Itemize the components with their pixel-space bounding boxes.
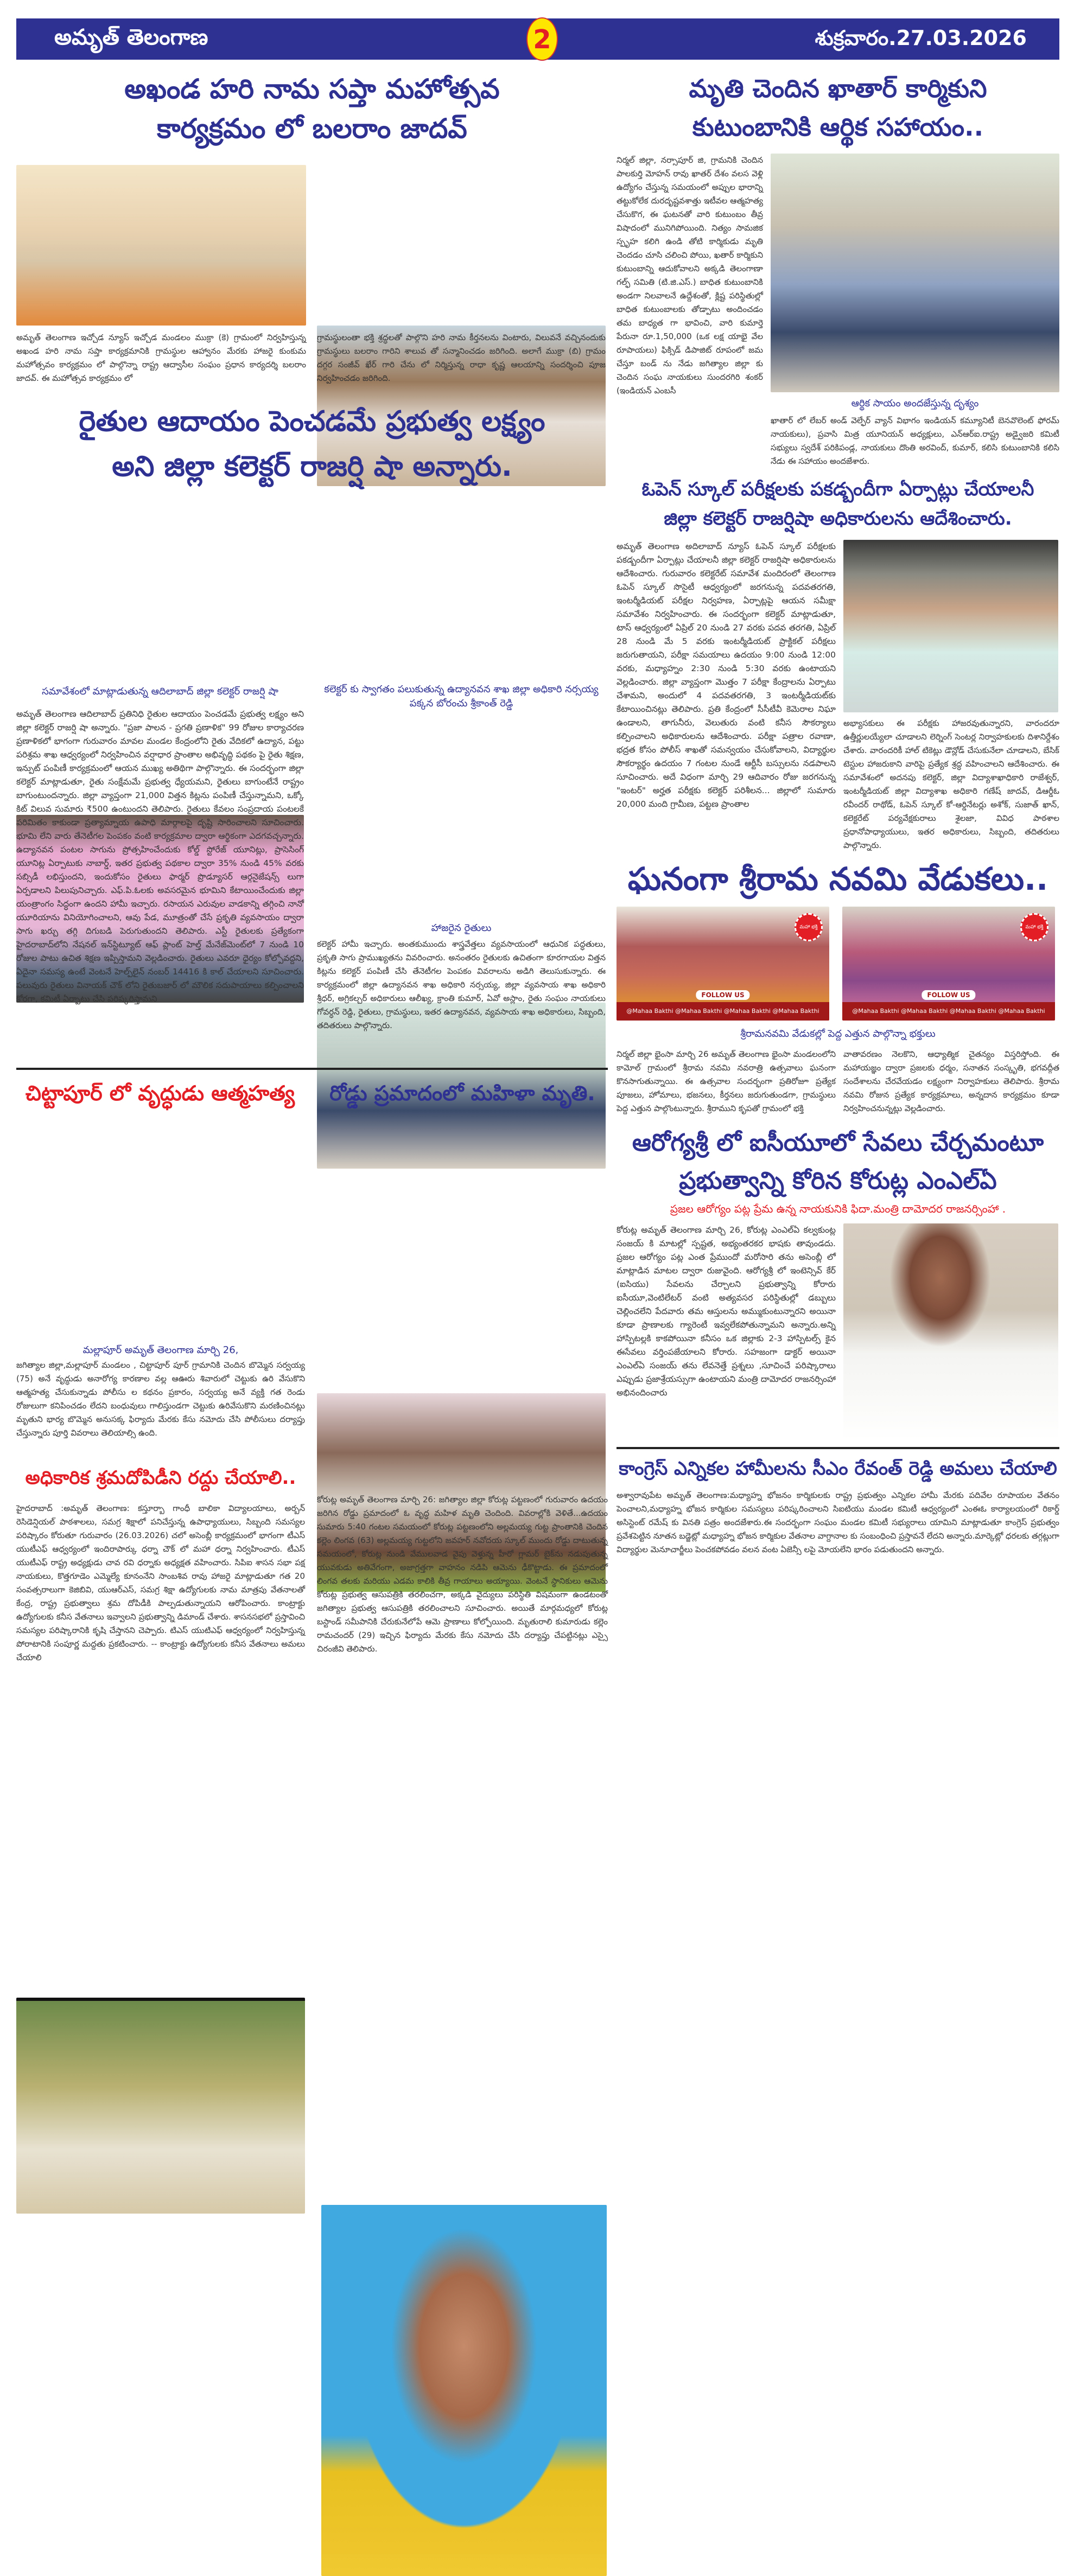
story10-text: అశ్వారావుపేట అమృత్ తెలంగాణ:మధ్యాహ్న భోజనం కార్మికులకు రాష్ట్ర ప్రభుత్వం ఎన్నికల హామీ మేరకు పదివేల రూపాయల వేతనం పెంచాలని,మధ్యాహ్న భోజన కార్మికుల సమస్యలు పరిష్కరించాలని సిఐటియు మండల కమిటీ ఆధ్వర్యంలో ఎంఈఓ కార్యాలయంలో రికార్డ్ అసిస్టెంట్ రమేష్ కు వినతి పత్రం అందజేశారు.ఈ సందర్భంగా సంఘం మండల కమిటీ సభ్యురాలు యామిని మాట్లాడుతూ కాంగ్రెస్ ప్రభుత్వం ప్రవేశపెట్టిన నూతన బడ్జెట్లో మధ్యాహ్న భోజన కార్మికుల వేతనాల వాగ్దానాల కు సంబంధించి ప్రస్తావనే లేదని అన్నారు.మార్కెట్లో ధరలకు తగ్గట్లుగా విద్యార్థుల మెనూచార్జీలు పెంచకపోవడం వలన వంట ఏజెన్సీ లపై మోయలేని భారం పడుతుందని అన్నారు. (617, 1490, 1059, 1554)
story1-text-col2: గ్రామస్థులంతా భక్తి శ్రద్ధలతో పాల్గొని హరి నామ కీర్తనలను వింటారు, విలువనే వచ్చినందుకు గ్రామస్థులు బలరాం గారిని శాలువ తో సన్మానించడం జరిగింది. అలాగే ముక్రా (బి) గ్రామం దగ్గర సంజీవ్ ఖేర్ గారి చేను లో నిర్మిస్తున్న రాధా కృష్ణ ఆలయాన్ని సందర్శించి పూజ నిర్వహించడం జరిగింది. (317, 333, 606, 383)
story6-text-below: ఖాతార్ లో లేబర్ అండ్ వెల్ఫేర్ వ్యాన్ విభాగం ఇండియన్ కమ్యూనిటీ బెనవొలెంట్ ఫోరమ్ నాయకులు), ప్రవాసి మిత్ర యూనియన్ అధ్యక్షులు, ఎన్ఆర్ఐ.రాష్ట్ర అడ్వైజరి కమిటీ సభ్యులు స్వదేశ్ పరికిపండ్ల, నాయకులు దొంతి అరవింద్, కుమార్, కలిసి కుటుంబానికి కలిసి నేడు ఈ సహాయం అందజేశారు. (771, 415, 1059, 466)
story7-headline (617, 475, 1059, 534)
story6-photo (771, 154, 1059, 392)
newspaper-title: అమృత్ తెలంగాణ (54, 25, 208, 50)
story8-video-thumbnail-1[interactable] (617, 907, 829, 1021)
story7-row (617, 540, 1059, 852)
story6-photo-block (771, 154, 1059, 468)
headline-line: అని జిల్లా కలెక్టర్ రాజర్షి షా అన్నారు. (112, 450, 512, 483)
story10-headline: కాంగ్రెస్ ఎన్నికల హామీలను సీఎం రేవంత్ రెడ్డి అమలు చేయాలి (619, 1457, 1057, 1480)
story3-text: జగిత్యాల జిల్లా,మల్లాపూర్ మండలం , చిట్టాపూర్ పూర్ గ్రామానికి చెందిన బొమ్మెన సర్వయ్య (75) అనే వృద్ధుడు అనారోగ్య కారణాల వల్ల ఆఊరు శివారులో చెట్టుకు ఉరి వేసుకొని ఆత్మహత్య చేసుకున్నాడు పోలీసు ల కథనం ప్రకారం, సర్వయ్య అనే వ్యక్తి గత రెండు రోజులుగా కనిపించడం లేదని బంధువులు గాలిస్తుండగా చెట్టుకు ఉరివేసుకొని మరణించినట్లు మృతుని భార్య బొమ్మెన అనుసక్క ఫిర్యాదు మేరకు కేసు నమోదు చేసి పోలీసులు దర్యాప్తు చేస్తున్నారు పూర్తి వివరాలు తెలియాల్సి ఉంది. (16, 1360, 305, 1438)
story8-video-row (617, 907, 1059, 1021)
story8-text-col1: నిర్మల్ జిల్లా భైంసా మార్చి 26 అమృత్ తెలంగాణ భైంసా మండలంలోని కామోల్ గ్రామంలో శ్రీరామ నవమి నవరాత్రి ఉత్సవాలు ఘనంగా కొనసాగుతున్నాయి. ఈ ఉత్సవాల సందర్భంగా ప్రతిరోజూ ప్రత్యేక పూజలు, హోమాలు, భజనలు, కీర్తనలు జరుగుతుండగా, గ్రామస్థులు పెద్ద ఎత్తున పాల్గొంటున్నారు. శ్రీరాముని కృపతో గ్రామంలో భక్తి (617, 1049, 836, 1113)
headline-line: కార్యక్రమం లో బలరాం జాదవ్ (157, 112, 467, 144)
story4-text: హైదరాబాద్ :అమృత్ తెలంగాణ: కస్తూర్బా గాంధీ బాలికా విద్యాలయాలు, అర్బన్ రెసిడెన్షియల్ పాఠశాలలు, సమగ్ర శిక్షాలో పనిచేస్తున్న ఉపాధ్యాయులు, సిబ్బంది సమస్యల పరిష్కారం కోరుతూ గురువారం (26.03.2026) చలో అసెంబ్లీ కార్యక్రమంలో భాగంగా టీఎస్ యుటీఎఫ్ ఆధ్వర్యంలో ఇందిరాపార్కు ధర్నా చౌక్ లో మహా ధర్నా నిర్వహించారు. టీఎస్ యుటీఎఫ్ రాష్ట్ర అధ్యక్షుడు చావ రవి ధర్నాకు అధ్యక్షత వహించారు. సిపిఐ శాసన సభా పక్ష నాయకులు, కొత్తగూడెం ఎమ్మెల్యే కూనంనేని సాంబశివ రావు హాజరై మాట్లాడుతూ గత 20 సంవత్సరాలుగా కెజిబివి, యుఆర్ఎస్, సమగ్ర శిక్షా ఉద్యోగులకు నామ మాత్రపు వేతనాలతో కేంద్ర, రాష్ట్ర ప్రభుత్వాలు శ్రమ దోపిడీకి పాల్పడుతున్నాయని ఆరోపించారు. కాంట్రాక్టు ఉద్యోగులకు కనీస వేతనాలు ఇవ్వాలని ప్రభుత్వాన్ని డిమాండ్ చేశారు. శాసనసభలో ప్రస్తావించి సమస్యల పరిష్కారానికి కృషి చేస్తానని చెప్పారు. టిఎస్ యుటిఎఫ్ ఆధ్వర్యంలో నిర్వహిస్తున్న పోరాటానికి సంపూర్ణ మద్దతు ప్రకటించారు. -- కాంట్రాక్టు ఉద్యోగులకు కనీస వేతనాలు అమలు చేయాలి (16, 1503, 305, 1662)
story2-text-main: అమృత్ తెలంగాణ ఆదిలాబాద్ ప్రతినిధి రైతుల ఆదాయం పెంచడమే ప్రభుత్వ లక్ష్యం అని జిల్లా కలెక్టర్ రాజర్షి షా అన్నారు. "ప్రజా పాలన - ప్రగతి ప్రణాళిక" 99 రోజుల కార్యాచరణ ప్రణాళికలో భాగంగా గురువారం మావల మండల కేంద్రంలోని రైతు వేదికలో ఉద్యాన, పట్టు పరిశ్రమ శాఖ ఆధ్వర్యంలో నిర్వహించిన వర్షాధార ప్రాంతాల అభివృద్ధి పథకం పై రైతు శిక్షణ, ఇన్పుట్ పంపిణీ కార్యక్రమంలో ఆయన ముఖ్య అతిథిగా పాల్గొన్నారు. ఈ సందర్భంగా జిల్లా కలెక్టర్ మాట్లాడుతూ, రైతు సంక్షేమమే ప్రభుత్వ ధ్యేయమని, రైతులు బాగుంటేనే రాష్ట్రం బాగుంటుందన్నారు. జిల్లా వ్యాప్తంగా 21,000 విత్తన కిట్లను పంపిణీ చేస్తున్నామని, ఒక్కో కిట్ విలువ సుమారు ₹500 ఉంటుందని తెలిపారు. రైతులు కేవలం సంప్రదాయ పంటలకే పరిమితం కాకుండా ప్రత్యామ్నాయ ఉపాధి మార్గాలపై దృష్టి సారించాలని సూచించారు. భూమి లేని వారు తేనెటీగల పెంపకం వంటి కార్యక్రమాల ద్వారా ఆర్థికంగా ఎదగవచ్చన్నారు. ఉద్యానవన పంటల సాగును ప్రోత్సహించేందుకు కోల్డ్ స్టోరేజ్ యూనిట్లు, ప్రాసెసింగ్ యూనిట్ల ఏర్పాటుకు నాబార్డ్, ఇతర ప్రభుత్వ పథకాల ద్వారా 35% నుండి 45% వరకు సబ్సిడీ లభిస్తుందని, ఇందుకోసం రైతులు ఫార్మర్ ప్రొడ్యూసర్ ఆర్గనైజేషన్స్ లుగా ఏర్పడాలని పిలుపునిచ్చారు. ఎఫ్.పి.ఓలకు అవసరమైన భూమిని కేటాయించేందుకు జిల్లా యంత్రాంగం సిద్ధంగా ఉందని హామీ ఇచ్చారు. రసాయన ఎరువుల వాడకాన్ని తగ్గించి నానో యూరియాను వినియోగించాలని, ఆవు పేడ, మూత్రంతో చేసే ప్రకృతి వ్యవసాయం ద్వారా సాగు ఖర్చు తగ్గి దిగుబడి పెరుగుతుందని తెలిపారు. ఎస్టీ రైతులకు ప్రత్యేకంగా హైదరాబాద్‌లోని నేషనల్ ఇన్‌స్టిట్యూట్ ఆఫ్ ప్లాంట్ హెల్త్ మేనేజ్‌మెంట్‌లో 7 నుండి 10 రోజుల పాటు ఉచిత శిక్షణ ఇప్పిస్తామని వెల్లడించారు. రైతులు ఎవరూ ధైర్యం కోల్పోవద్దని, ఏదైనా సమస్య ఉంటే వెంటనే హెల్ప్‌లైన్ నంబర్ 14416 కి కాల్ చేయాలని సూచించారు. పలువురు రైతులు వినాయక్ చౌక్ లోని రైతుబజార్ లో మౌలిక సదుపాయాలు కల్పించాలని కోరగా, కమిటీ ఏర్పాటు చేసి పరిష్కరిస్తామని (16, 709, 304, 1004)
story2-caption-1: సమావేశంలో మాట్లాడుతున్న ఆదిలాబాద్ జిల్లా కలెక్టర్ రాజర్షి షా (42, 686, 278, 697)
story6-caption: ఆర్థిక సాయం అందజేస్తున్న దృశ్యం (851, 397, 979, 409)
right-column (617, 69, 1059, 1557)
story1-text-col1: అమృత్ తెలంగాణ ఇచ్చోడ న్యూస్ ఇచ్చోడ మండలం ముక్రా (కె) గ్రామంలో నిర్వహిస్తున్న అఖండ హరి నామ సప్తా కార్యక్రమానికి గ్రామస్థుల ఆహ్వానం మేరకు హాజరై కుంకుమ మహోత్సవం కార్యక్రమం లో పాల్గొన్నా రాష్ట్ర ఆద్వాసీల సంఘం ప్రధాన కార్యదర్శి బలరాం జాదవ్. ఈ మహోత్సవ కార్యక్రమం లో (16, 333, 306, 383)
story8-caption: శ్రీరామనవమి వేడుకల్లో పెద్ద ఎత్తున పాల్గొన్నా భక్తులు (740, 1028, 936, 1040)
story1-photo-1 (16, 165, 306, 326)
story3-dateline: మల్లాపూర్ అమృత్ తెలంగాణ మార్చి 26, (82, 1344, 239, 1356)
social-handles-strip: @Mahaa Bakthi @Mahaa Bakthi @Mahaa Bakthi @Mahaa Bakthi (842, 1002, 1055, 1021)
story4-headline: అధికారిక శ్రమదోపిడీని రద్దు చేయాలి.. (25, 1467, 296, 1489)
story7-photo-block (843, 540, 1059, 852)
story6-row (617, 154, 1059, 468)
story9-text: కోరుట్ల అమృత్ తెలంగాణ మార్చి 26, కోరుట్ల ఎంఎల్ఏ కల్వకుంట్ల సంజయ్ కి మాటల్లో స్పష్టత, అభ్యంతరకర భాషకు తావుండదు. ప్రజల ఆరోగ్యం పట్ల ఎంత ప్రేముందో మరోసారి తను అసెంబ్లీ లో మాట్లాడిన మాటల ద్వారా రుజువైంది. ఆరోగ్యశ్రీ లో ఇంటెన్సివ్ కేర్ (ఐసియు) సేవలను చేర్చాలని ప్రభుత్వాన్ని కోరారు ఐసీయూ,వెంటిలేటర్ వంటి అత్యవసర పరిస్థితుల్లో డబ్బులు చెల్లించలేని పేదవారు తమ ఆస్తులను అమ్ముకుంటున్నారని అయినా కూడా ప్రాణాలకు గ్యారెంటీ ఇవ్వలేకపోతున్నామని అన్నారు.అన్ని హాస్పిటల్లకి కాకపోయినా కనీసం ఒక జిల్లాకు 2-3 హాస్పిటల్స్ కైన ఈసేవలు వర్తింపజేయాలని కోరారు. సహజంగా డాక్టర్ అయినా ఎంఎల్ఏ సంజయ్ తను లేవనెత్తే ప్రశ్నలు ,సూచించే పరిష్కారాలు ఎప్పుడు ప్రజాశ్రేయస్సుగా ఉంటాయని మంత్రి దామోదర రాజనర్సింహా అభినందించారు (617, 1225, 836, 1398)
story8-text-row (617, 1048, 1059, 1115)
channel-logo-icon: మహా భక్తి (795, 913, 823, 941)
story7-text-right: అభ్యాసకులు ఈ పరీక్షకు హాజరవుతున్నారని, వారందరూ ఉత్తీర్ణులయ్యేలా చూడాలని లెర్నింగ్ సెంటర్ల నిర్వాహకులకు దిశానిర్దేశం చేశారు. వారందరికీ హాల్ టికెట్లు డౌన్లోడ్ చేసుకునేలా చూడాలని, బేసిక్ టెస్టుల హాజరుకాని వారిపై ప్రత్యేక శ్రద్ధ వహించాలని ఆదేశించారు. ఈ సమావేశంలో అదనపు కలెక్టర్, జిల్లా విద్యాశాఖాధికారి రాజేశ్వర్, ఇంటర్మీడియట్ జిల్లా విద్యాశాఖ అధికారి గణేష్ జాదవ్, డిఆర్డీఓ రవీందర్ రాథోడ్, ఓపెన్ స్కూల్ కో-ఆర్డినేటర్లు అశోక్, సుజాత్ ఖాన్, కలెక్టరేట్ పర్యవేక్షకురాలు శైలజా, వివిధ పాఠశాల ప్రధానోపాధ్యాయులు, ఇతర అధికారులు, సిబ్బంది, తదితరులు పాల్గొన్నారు. (843, 718, 1059, 851)
follow-us-label: FOLLOW US (922, 990, 975, 1000)
headline-line: ఆరోగ్యశ్రీ లో ఐసీయూలో సేవలు చేర్చమంటూ (632, 1128, 1044, 1157)
story6-text-col: నిర్మల్ జిల్లా, నర్సాపూర్ జి, గ్రామనికి చెందిన పాలకుర్తి మోహన్ రావు ఖాతర్ దేశం వలస వెళ్లి ఉద్యోగం చేస్తున్న సమయంలో అప్పుల భారాన్ని తట్టుకోలేక దురదృష్టవశాత్తు ఇటీవల ఆత్మహత్య చేసుకొగ, ఈ ఘటనతో వారి కుటుంబం తీవ్ర విషాదంలో మునిగిపోయింది. నిత్యం సామజిక స్పృహ కలిగి ఉండి తోటి కార్మికుడు మృతి చెందడం చూసి చలించి పోయి, ఖతార్ కార్మికుని కుటుంబాన్ని ఆదుకోవాలని అక్కడి తెలంగాణా గల్ఫ్ సమితి (టి.జి.ఎస్.) బాధిత కుటుంబానికి అండగా నిలవాలనే ఉద్దేశంతో, క్లిష్ట పరిస్థితుల్లో బాధిత కుటుంబాలకు తోడ్పాటు అందించడం తమ బాధ్యత గా భావించి, వారి కుమార్తె పేరునా రూ.1,50,000 (ఒక లక్ష యాభై వేల రూపాయలు) ఫిక్సిడ్ డిపాజిట్ రూపంలో జమ చేస్తూ బండ్ ను నేడు జగిత్యాల జిల్లా కు చెందిన సంఘ నాయకులు సుందరగిరి శంకర్ (ఇండియన్ ఎంబసీ (617, 155, 763, 396)
headline-line: జిల్లా కలెక్టర్ రాజర్షిషా అధికారులను ఆదేశించారు. (664, 507, 1012, 530)
story3-photo (16, 1998, 305, 2214)
issue-date: శుక్రవారం.27.03.2026 (815, 26, 1027, 50)
section-divider (16, 1068, 608, 1070)
story9-subheadline: ప్రజల ఆరోగ్యం పట్ల ప్రేమ ఉన్న నాయకునికి ఫిదా.మంత్రి దామోదర రాజనర్సింహా . (670, 1202, 1006, 1215)
story8-video-thumbnail-2[interactable] (842, 907, 1055, 1021)
headline-line: ఓపెన్ స్కూల్ పరీక్షలకు పకడ్బందీగా ఏర్పాట్లు చేయాలనీ (641, 478, 1034, 500)
headline-line: అఖండ హరి నామ సప్తా మహోత్సవ (124, 73, 500, 105)
story2-text-side: కలెక్టర్ హామీ ఇచ్చారు. అంతకుముందు శాస్త్రవేత్తలు వ్యవసాయంలో ఆధునిక పద్ధతులు, ప్రకృతి సాగు ప్రాముఖ్యతను వివరించారు. అనంతరం రైతులకు ఉచితంగా కూరగాయల విత్తన కిట్లను కలెక్టర్ పంపిణీ చేసి తేనెటీగల పెంపకం వివరాలను అడిగి తెలుసుకున్నారు. ఈ కార్యక్రమంలో జిల్లా ఉద్యానవన శాఖ అధికారి నర్సయ్య, జిల్లా వ్యవసాయ శాఖ అధికారి శ్రీధర్, అగ్రికల్చర్ అధికారులు ఆలీఖ్య, క్రాంతి కుమార్, ఏవో అస్లాం, రైతు సంఘం నాయకులు గోవర్ధన్ రెడ్డి, రైతులు, గ్రామస్థులు, ఇతర ఉద్యానవన, వ్యవసాయ శాఖ అధికారులు, సిబ్బంది, తదితరులు పాల్గొన్నారు. (317, 939, 606, 1030)
story9-row (617, 1223, 1059, 1440)
social-handles-strip: @Mahaa Bakthi @Mahaa Bakthi @Mahaa Bakthi @Mahaa Bakthi (617, 1002, 829, 1021)
story8-headline: ఘనంగా శ్రీరామ నవమి వేడుకలు.. (627, 860, 1048, 898)
section-divider (617, 1447, 1059, 1449)
story7-photo-collector (843, 540, 1058, 712)
story3-headline: చిట్టాపూర్ లో వృద్ధుడు ఆత్మహత్య (25, 1081, 295, 1105)
story5-text: కోరుట్ల అమృత్ తెలంగాణ మార్చి 26: జగిత్యాల జిల్లా కోరుట్ల పట్టణంలో గురువారం ఉదయం జరిగిన రోడ్డు ప్రమాదంలో ఓ వృద్ధ మహిళ మృతి చెందింది. వివరాల్లోకి వెళితే...ఉదయం సుమారు 5:40 గంటల సమయంలో కోరుట్ల పట్టణంలోని అల్లమయ్య గుట్ట ప్రాంతానికి చెందిన కల్లెం లింగవ (63) అల్లమయ్య గుట్టలోని జవహర్ నవోదయ స్కూల్ ముందు రోడ్డు దాటుతున్న సమయంలో, కోరుట్ల నుండి వేములవాడ వైపు వెళ్తున్న హీరో గ్లామర్ బైక్‌ను నడుపుతున్న యువకుడు అతివేగంగా, అజాగ్రత్తగా వాహనం నడిపి ఆమెను ఢీకొట్టాడు. ఈ ప్రమాదంలో లింగవ తలకు మరియు ఎడమ కాలికి తీవ్ర గాయాలు అయ్యాయి. వెంటనే స్థానికులు ఆమెను కోరుట్ల ప్రభుత్వ ఆసుపత్రికి తరలించగా, అక్కడి వైద్యులు పరిస్థితి విషమంగా ఉండటంతో జగిత్యాల ప్రభుత్వ ఆసుపత్రికి తరలించాలని సూచించారు. అయితే మార్గమధ్యలో కోరుట్ల బస్టాండ్ సమీపానికి చేరుకునేలోపే ఆమె ప్రాణాలు కోల్పోయింది. మృతురాలి కుమారుడు కల్లెం రామచందర్ (29) ఇచ్చిన ఫిర్యాదు మేరకు కేసు నమోదు చేసి దర్యాప్తు చేపట్టినట్లు ఎస్సై చిరంజీవి తెలిపారు. (317, 1495, 608, 1654)
page-number-badge: 2 (526, 17, 558, 61)
follow-us-label: FOLLOW US (696, 990, 749, 1000)
headline-line: మృతి చెందిన ఖాతార్ కార్మికుని (689, 74, 987, 103)
headline-line: రైతుల ఆదాయం పెంచడమే ప్రభుత్వ లక్ష్యం (79, 405, 545, 438)
story2-caption-2: కలెక్టర్ కు స్వాగతం పలుకుతున్న ఉద్యానవన శాఖ జిల్లా అధికారి నర్సయ్య పక్కన బోరంచు శ్రీకాంత్ రెడ్డి (324, 684, 599, 709)
headline-line: కుటుంబానికి ఆర్థిక సహాయం.. (692, 112, 984, 142)
story2-headline (16, 399, 608, 489)
headline-line: ప్రభుత్వాన్ని కోరిన కోరుట్ల ఎంఎల్ఏ (679, 1167, 997, 1195)
story5-photo-victim (321, 2205, 607, 2576)
story2-caption-3: హాజరైన రైతులు (431, 922, 492, 934)
story9-photo-mla (843, 1223, 1058, 1440)
channel-logo-icon: మహా భక్తి (1020, 913, 1048, 941)
story8-text-col2: వాతావరణం నెలకొని, ఆధ్యాత్మిక చైతన్యం విస్తరిస్తోంది. ఈ మహాయజ్ఞం ద్వారా ప్రజలకు ధర్మం, సనాతన సంస్కృతి, భగవద్గీత సందేశాలను చేరవేయడం లక్ష్యంగా నిర్వాహకులు తెలిపారు. శ్రీరామ నవమి రోజున ప్రత్యేక కార్యక్రమాలు, అన్నదాన కార్యక్రమం కూడా నిర్వహించనున్నట్లు వెల్లడించారు. (843, 1049, 1059, 1113)
story7-text-col: అమృత్ తెలంగాణ అదిలాబాద్ న్యూస్ ఓపెన్ స్కూల్ పరీక్షలకు పకడ్బందీగా ఏర్పాట్లు చేయాలనీ జిల్లా కలెక్టర్ రాజర్షిషా అధికారులను ఆదేశించారు. గురువారం కలెక్టరేట్ సమావేశ మందిరంలో తెలంగాణ ఓపెన్ స్కూల్ సొసైటీ ఆధ్వర్యంలో జరగనున్న పదవతరగతి, ఇంటర్మీడియట్ పరీక్షల నిర్వహణ, ఏర్పాట్లపై ఆయన సమీక్షా సమావేశం నిర్వహించారు. ఈ సందర్భంగా కలెక్టర్ మాట్లాడుతూ, టాస్ ఆధ్వర్యంలో ఏప్రిల్ 20 నుండి 27 వరకు పదవ తరగతి, ఏప్రిల్ 28 నుండి మే 5 వరకు ఇంటర్మీడియట్ ప్రాక్టికల్ పరీక్షలు జరుగుతాయని, పరీక్షా సమయాలు ఉదయం 9:00 నుండి 12:00 వరకు, మధ్యాహ్నం 2:30 నుండి 5:30 వరకు ఉంటాయని వెల్లడించారు. జిల్లా వ్యాప్తంగా మొత్తం 7 పరీక్షా కేంద్రాలను ఏర్పాటు చేశామని, అందులో 4 పదవతరగతి, 3 ఇంటర్మీడియట్‌కు కేటాయించినట్లు తెలిపారు. ప్రతి కేంద్రంలో సీసీటీవీ కెమెరాల నిఘా ఉండాలని, తాగునీరు, వెలుతురు వంటి కనీస సౌకర్యాలు కల్పించాలని అధికారులను ఆదేశించారు. పరీక్షా పత్రాల రవాణా, భద్రత కోసం పోలీస్ శాఖతో సమన్వయం చేసుకోవాలని, విద్యార్థుల సౌకర్యార్థం ఉదయం 7 గంటల నుండే ఆర్టీసీ బస్సులను నడపాలని సూచించారు. అదే విధంగా మార్చి 29 ఆదివారం రోజు జరగనున్న "ఇంటర్" అర్హత పరీక్షకు కలెక్టర్ పరిశీలన... జిల్లాలో సుమారు 20,000 మంది గ్రామీణ, పట్టణ ప్రాంతాల (617, 541, 836, 809)
story9-headline (617, 1124, 1059, 1201)
story1-headline (16, 69, 608, 148)
masthead (16, 18, 1059, 60)
story6-headline (617, 69, 1059, 147)
story5-headline: రోడ్డు ప్రమాదంలో మహిళా మృతి. (329, 1081, 595, 1105)
